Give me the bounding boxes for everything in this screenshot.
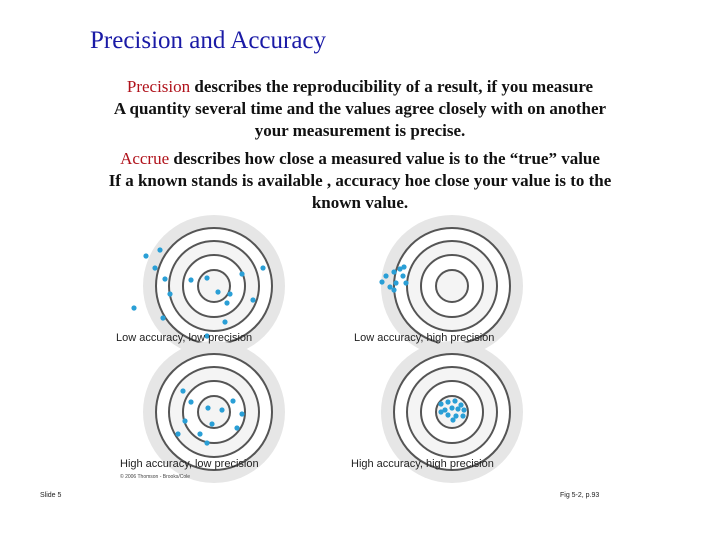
measurement-dot xyxy=(452,398,457,403)
slide-number: Slide 5 xyxy=(40,492,62,499)
measurement-dot xyxy=(197,431,202,436)
accuracy-line-1-text: describes how close a measured value is to the “true” value xyxy=(173,149,600,168)
measurement-dot xyxy=(239,411,244,416)
measurement-dot xyxy=(222,319,227,324)
target-ring xyxy=(436,270,468,302)
caption-high-accuracy-low-precision: High accuracy, low precision xyxy=(120,458,259,470)
measurement-dot xyxy=(131,305,136,310)
measurement-dot xyxy=(227,291,232,296)
measurement-dot xyxy=(157,247,162,252)
measurement-dot xyxy=(224,300,229,305)
measurement-dot xyxy=(152,265,157,270)
precision-line-1-text: describes the reproducibility of a result, if you measure xyxy=(194,77,594,96)
precision-term: Precision xyxy=(126,77,191,96)
measurement-dot xyxy=(383,273,388,278)
measurement-dot xyxy=(391,287,396,292)
measurement-dot xyxy=(438,409,443,414)
measurement-dot xyxy=(180,388,185,393)
accuracy-line-2: If a known stands is available , accuracy hoe close your value is to the xyxy=(108,171,612,190)
precision-line-1 xyxy=(0,76,720,98)
measurement-dot xyxy=(162,276,167,281)
measurement-dot xyxy=(400,273,405,278)
measurement-dot xyxy=(445,399,450,404)
accuracy-term: Accrue xyxy=(120,149,170,168)
measurement-dot xyxy=(450,417,455,422)
measurement-dot xyxy=(204,440,209,445)
measurement-dot xyxy=(205,405,210,410)
measurement-dot xyxy=(239,271,244,276)
measurement-dot xyxy=(215,289,220,294)
caption-high-accuracy-high-precision: High accuracy, high precision xyxy=(351,458,494,470)
measurement-dot xyxy=(403,280,408,285)
measurement-dot xyxy=(234,425,239,430)
measurement-dot xyxy=(182,418,187,423)
caption-low-accuracy-low-precision: Low accuracy, low precision xyxy=(116,332,253,344)
measurement-dot xyxy=(250,297,255,302)
measurement-dot xyxy=(260,265,265,270)
measurement-dot xyxy=(438,401,443,406)
accuracy-line-1 xyxy=(0,148,720,170)
measurement-dot xyxy=(379,279,384,284)
measurement-dot xyxy=(455,406,460,411)
measurement-dot xyxy=(460,413,465,418)
measurement-dot xyxy=(230,398,235,403)
measurement-dot xyxy=(391,269,396,274)
measurement-dot xyxy=(401,264,406,269)
copyright-note: © 2006 Thomson - Brooks/Cole xyxy=(120,474,191,480)
measurement-dot xyxy=(188,399,193,404)
measurement-dot xyxy=(219,407,224,412)
precision-line-3: your measurement is precise. xyxy=(254,121,466,140)
precision-paragraph xyxy=(0,76,720,142)
target-ring xyxy=(198,270,230,302)
accuracy-line-3: known value. xyxy=(311,193,409,212)
measurement-dot xyxy=(449,405,454,410)
measurement-dot xyxy=(445,412,450,417)
accuracy-paragraph xyxy=(0,148,720,214)
precision-line-2: A quantity several time and the values agree closely with on another xyxy=(113,99,607,118)
target-group xyxy=(131,215,523,483)
measurement-dot xyxy=(393,280,398,285)
measurement-dot xyxy=(461,407,466,412)
measurement-dot xyxy=(143,253,148,258)
slide-title: Precision and Accuracy xyxy=(90,27,327,54)
measurement-dot xyxy=(175,431,180,436)
caption-low-accuracy-high-precision: Low accuracy, high precision xyxy=(354,332,495,344)
measurement-dot xyxy=(204,275,209,280)
measurement-dot xyxy=(188,277,193,282)
measurement-dot xyxy=(167,291,172,296)
measurement-dot xyxy=(209,421,214,426)
figure-reference: Fig 5-2, p.93 xyxy=(560,492,600,499)
measurement-dot xyxy=(160,315,165,320)
accuracy-precision-figure xyxy=(40,238,600,500)
targets-diagram xyxy=(40,238,668,500)
